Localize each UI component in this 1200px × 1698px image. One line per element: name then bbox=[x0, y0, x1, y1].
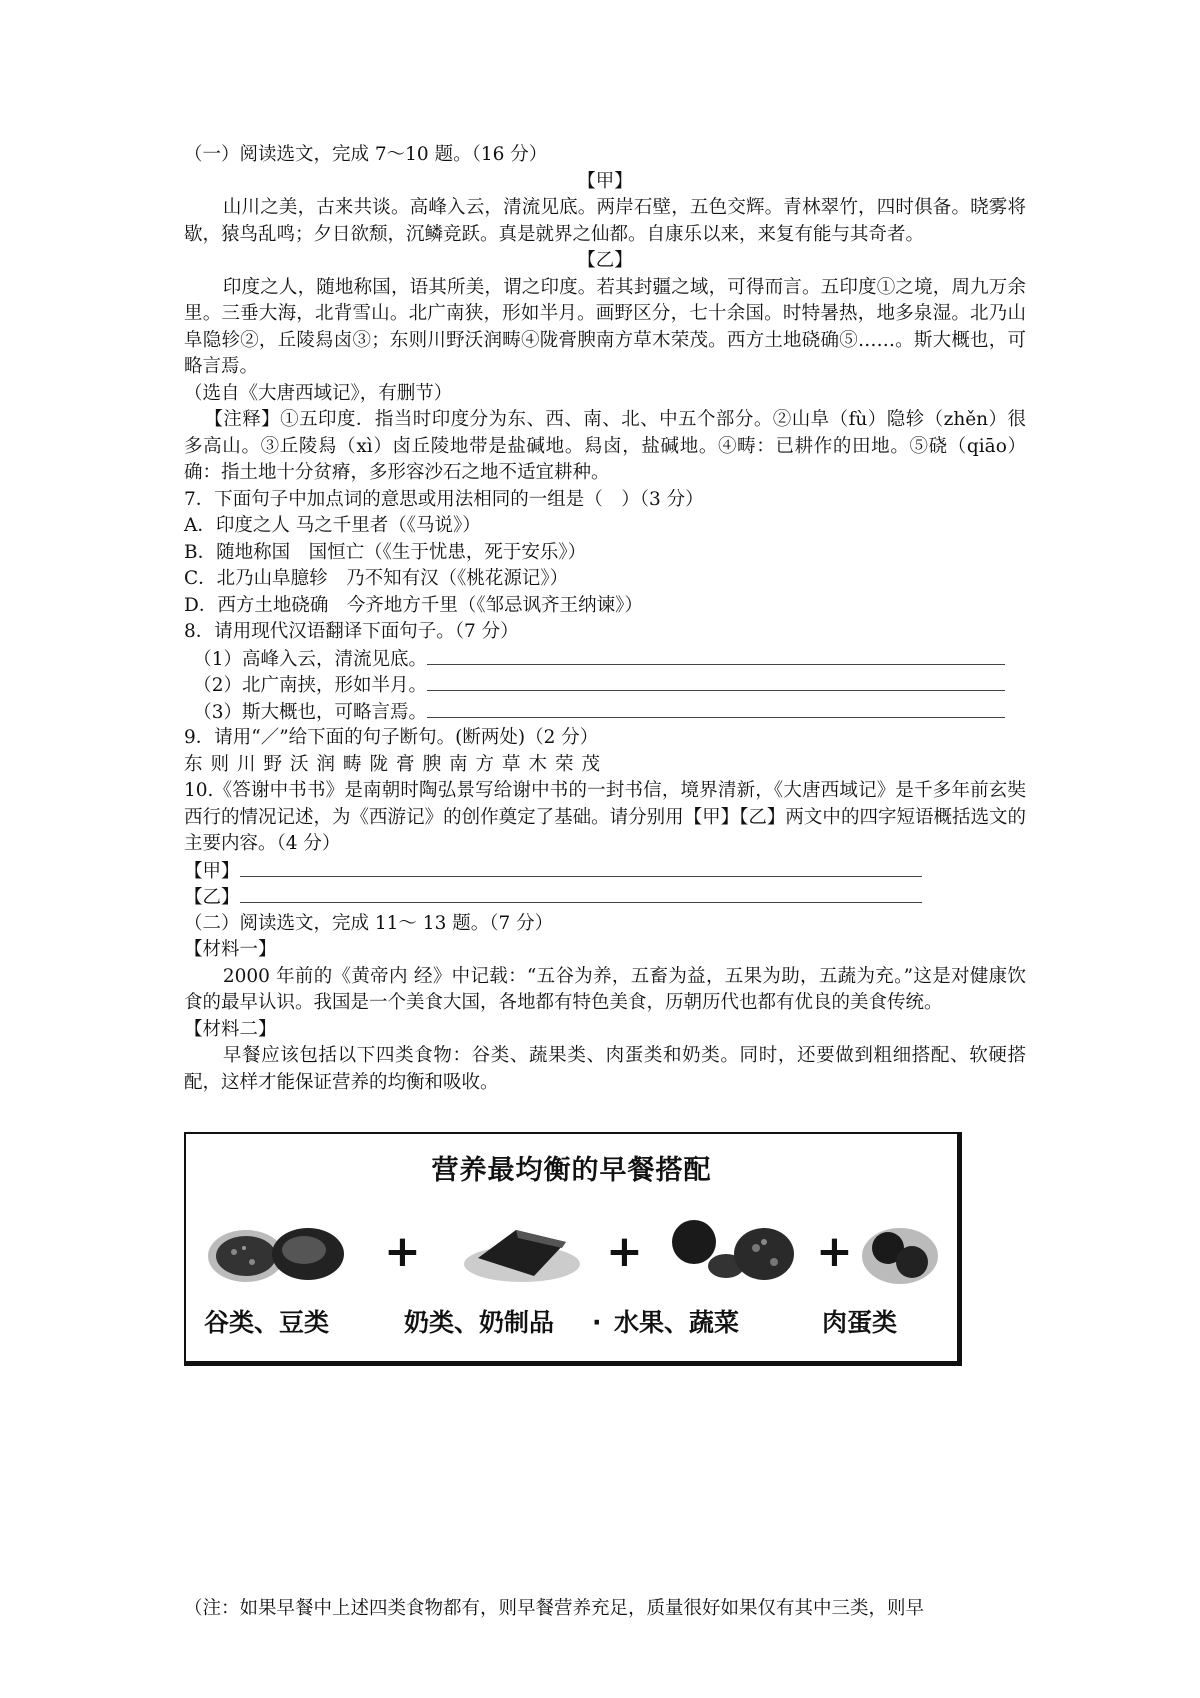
source-note: （选自《大唐西域记》，有删节） bbox=[184, 382, 453, 404]
yi-title: 【乙】 bbox=[577, 250, 633, 271]
q9-sentence: 东则川野沃润畴陇膏腴南方草木荣茂 bbox=[184, 753, 609, 775]
material-2-title: 【材料二】 bbox=[184, 1018, 277, 1040]
meat-egg-icon bbox=[858, 1212, 948, 1292]
label-dot: · bbox=[592, 1308, 602, 1337]
q7-option-c: C．北乃山阜臆轸 乃不知有汉（《桃花源记》） bbox=[184, 568, 569, 589]
label-meat-egg: 肉蛋类 bbox=[822, 1308, 898, 1337]
dairy-icon bbox=[458, 1212, 588, 1292]
question-7: 7．下面句子中加点词的意思或用法相同的一组是（ ）（3 分） bbox=[184, 488, 704, 510]
breakfast-figure bbox=[184, 1132, 962, 1366]
question-10: 10.《答谢中书书》是南朝时陶弘景写给谢中书的一封书信，境界清新，《大唐西域记》是千多年前玄奘西行的情况记述，为《西游记》的创作奠定了基础。请分别用【甲】【乙】两文中的四字短语概括选文的主要内容。（4 分） bbox=[184, 780, 1026, 854]
question-8: 8．请用现代汉语翻译下面句子。（7 分） bbox=[184, 621, 519, 642]
label-fruit-vegetable: 水果、蔬菜 bbox=[614, 1308, 740, 1337]
section2-heading: （二）阅读选文，完成 11～ 13 题。（7 分） bbox=[184, 912, 554, 934]
q8-item-text: （1）高峰入云，清流见底。 bbox=[193, 648, 428, 670]
fruit-vegetable-icon bbox=[664, 1212, 804, 1292]
jia-text: 山川之美，古来共谈。高峰入云，清流见底。两岸石壁，五色交辉。青林翠竹，四时俱备。晓雾将歇，猿鸟乱鸣；夕日欲颓，沉鳞竞跃。真是就界之仙都。自康乐以来，来复有能与其奇者。 bbox=[184, 197, 1026, 245]
material-2-text: 早餐应该包括以下四类食物：谷类、蔬果类、肉蛋类和奶类。同时，还要做到粗细搭配、软硬搭配，这样才能保证营养的均衡和吸收。 bbox=[184, 1045, 1026, 1093]
answer-blank[interactable] bbox=[240, 858, 922, 877]
q10-answer-jia bbox=[184, 858, 1026, 885]
footer-note: （注：如果早餐中上述四类食物都有，则早餐营养充足，质量很好如果仅有其中三类，则早 bbox=[184, 1598, 925, 1619]
annotation-notes: 【注释】①五印度．指当时印度分为东、西、南、北、中五个部分。②山阜（fù）隐轸（zhěn）很多高山。③丘陵舄（xì）卤丘陵地带是盐碱地。舄卤，盐碱地。④畴：已耕作的田地。⑤硗（qiāo）确：指土地十分贫瘠，多形容沙石之地不适宜耕种。 bbox=[184, 409, 1026, 483]
q8-item-text: （3）斯大概也，可略言焉。 bbox=[193, 701, 428, 723]
q10-answer-yi bbox=[184, 884, 1026, 911]
material-1-title: 【材料一】 bbox=[184, 939, 277, 960]
q7-option-b: B．随地称国 国恒亡（《生于忧患，死于安乐》） bbox=[184, 541, 587, 563]
section1-heading: （一）阅读选文，完成 7～10 题。（16 分） bbox=[184, 144, 548, 165]
q8-item-text: （2）北广南挟，形如半月。 bbox=[193, 675, 428, 696]
label-dairy: 奶类、奶制品 bbox=[404, 1308, 555, 1337]
answer-blank[interactable] bbox=[427, 646, 1005, 665]
yi-text: 印度之人，随地称国，语其所美，谓之印度。若其封疆之域，可得而言。五印度①之境，周九万余里。三垂大海，北背雪山。北广南狭，形如半月。画野区分，七十余国。时特暑热，地多泉湿。北乃山阜隐轸②，丘陵舄卤③；东则川野沃润畴④陇膏腴南方草木荣茂。西方土地硗确⑤……。斯大概也，可略言焉。 bbox=[184, 276, 1026, 377]
answer-blank[interactable] bbox=[240, 884, 922, 903]
answer-blank[interactable] bbox=[427, 672, 1005, 691]
q7-option-a: A．印度之人 马之千里者（《马说》） bbox=[184, 515, 481, 536]
plus-sign: + bbox=[816, 1226, 853, 1277]
figure-title: 营养最均衡的早餐搭配 bbox=[431, 1155, 712, 1186]
q8-item bbox=[184, 699, 1026, 726]
q10-label: 【乙】 bbox=[184, 887, 240, 908]
answer-blank[interactable] bbox=[427, 699, 1005, 718]
question-9: 9．请用“／”给下面的句子断句。(断两处)（2 分） bbox=[184, 727, 599, 748]
q7-option-d: D．西方土地硗确 今齐地方千里（《邹忌讽齐王纳谏》） bbox=[184, 594, 643, 616]
plus-sign: + bbox=[606, 1226, 643, 1277]
grain-bowls-icon bbox=[204, 1212, 354, 1292]
plus-sign: + bbox=[384, 1226, 421, 1277]
q8-item bbox=[184, 646, 1026, 673]
label-grains: 谷类、豆类 bbox=[204, 1308, 330, 1337]
jia-title: 【甲】 bbox=[577, 170, 633, 192]
material-1-text: 2000 年前的《黄帝内 经》中记载：“五谷为养，五畜为益，五果为助，五蔬为充。”这是对健康饮食的最早认识。我国是一个美食大国，各地都有特色美食，历朝历代也都有优良的美食传统。 bbox=[184, 965, 1026, 1013]
q8-item bbox=[184, 672, 1026, 699]
q10-label: 【甲】 bbox=[184, 860, 240, 882]
exam-page bbox=[184, 142, 1026, 1366]
